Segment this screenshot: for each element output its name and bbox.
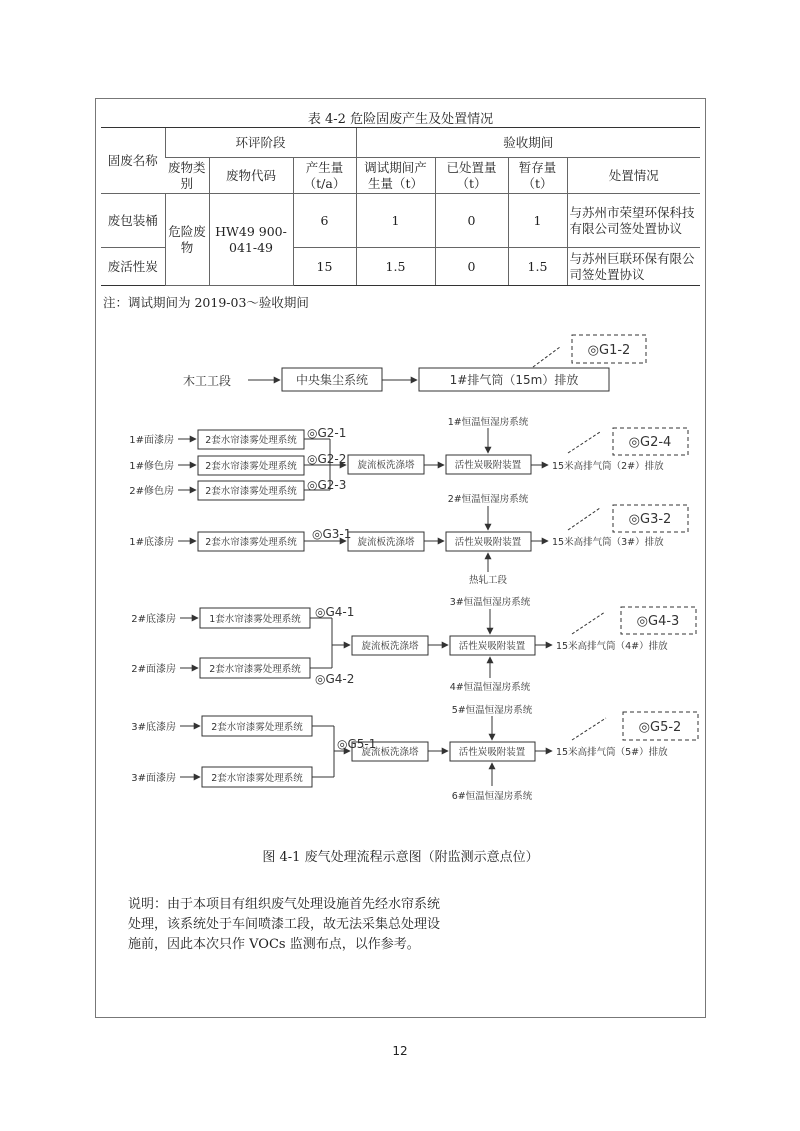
hotroll-label: 热轧工段 (468, 575, 508, 586)
room-label-3-spray: 3#底漆房 (131, 722, 176, 733)
header-disposal: 处置情况 (567, 158, 700, 194)
g3-1-label: ◎G3-1 (312, 527, 352, 541)
table-caption: 表 4-2 危险固废产生及处置情况 (307, 112, 494, 127)
room-label-1-surface: 1#面漆房 (129, 435, 174, 446)
header-name: 固废名称 (101, 128, 165, 194)
carbon-label: 活性炭吸附装置 (458, 641, 526, 652)
stack4-label: 15米高排气筒（4#）排放 (556, 641, 668, 652)
header-type: 废物类别 (165, 158, 209, 194)
room-system-4: 4#恒温恒湿房系统 (449, 682, 531, 693)
g2-3-label: ◎G2-3 (307, 478, 347, 492)
row-name: 废包装桶 (101, 194, 165, 248)
row-trial-gen: 1.5 (356, 248, 435, 286)
explanation-line: 处理，该系统处于车间喷漆工段，故无法采集总处理设 (128, 917, 441, 932)
row-disposal: 与苏州巨联环保有限公司签处置协议 (567, 248, 700, 286)
header-trial-gen: 调试期间产生量（t） (356, 158, 435, 194)
room-system-2: 2#恒温恒湿房系统 (447, 494, 529, 505)
g3-2-label: ◎G3-2 (628, 512, 672, 527)
explanation-line: 说明：由于本项目有组织废气处理设施首先经水帘系统 (128, 897, 441, 912)
row-disposal: 与苏州市荣望环保科技有限公司签处置协议 (567, 194, 700, 248)
explanation (128, 895, 498, 955)
curtain-label: 2套水帘漆雾处理系统 (211, 722, 303, 733)
curtain-label: 2套水帘漆雾处理系统 (205, 435, 297, 446)
shared-type: 危险废物 (165, 194, 209, 286)
room-system-3: 3#恒温恒湿房系统 (449, 597, 531, 608)
row-stored: 1 (508, 194, 567, 248)
g4-3-label: ◎G4-3 (636, 614, 680, 629)
curtain-label: 2套水帘漆雾处理系统 (211, 773, 303, 784)
row-stored: 1.5 (508, 248, 567, 286)
carbon-label: 活性炭吸附装置 (454, 537, 522, 548)
curtain-label: 2套水帘漆雾处理系统 (205, 486, 297, 497)
row-generation: 6 (293, 194, 356, 248)
stack1-label: 1#排气筒（15m）排放 (449, 373, 579, 387)
explanation-line: 施前，因此本次只作 VOCs 监测布点，以作参考。 (128, 937, 420, 952)
room-label-2-spray: 2#底漆房 (131, 614, 176, 625)
figure-caption: 图 4-1 废气处理流程示意图（附监测示意点位） (262, 850, 539, 865)
g2-2-label: ◎G2-2 (307, 452, 347, 466)
room-label-1-spray: 1#底漆房 (129, 537, 174, 548)
g5-1-label: ◎G5-1 (337, 737, 377, 751)
row-disposed: 0 (435, 248, 508, 286)
g4-2-label: ◎G4-2 (315, 672, 355, 686)
row-generation: 15 (293, 248, 356, 286)
header-eia: 环评阶段 (165, 128, 356, 158)
curtain-label: 2套水帘漆雾处理系统 (205, 537, 297, 548)
room-label-2-surface: 2#面漆房 (131, 664, 176, 675)
scrubber-label: 旋流板洗涤塔 (361, 641, 419, 652)
central-dust-label: 中央集尘系统 (295, 373, 369, 387)
carpentry-label: 木工工段 (183, 374, 232, 388)
header-code: 废物代码 (209, 158, 293, 194)
header-generation: 产生量（t/a） (293, 158, 356, 194)
g2-1-label: ◎G2-1 (307, 426, 347, 440)
g4-1-label: ◎G4-1 (315, 605, 355, 619)
carbon-label: 活性炭吸附装置 (458, 747, 526, 758)
room-system-6: 6#恒温恒湿房系统 (451, 791, 533, 802)
table-note: 注：调试期间为 2019-03～验收期间 (103, 295, 309, 310)
curtain-label: 2套水帘漆雾处理系统 (205, 461, 297, 472)
room-system-5: 5#恒温恒湿房系统 (451, 705, 533, 716)
stack2-label: 15米高排气筒（2#）排放 (552, 461, 664, 472)
scrubber-label: 旋流板洗涤塔 (361, 747, 419, 758)
shared-code: HW49 900-041-49 (209, 194, 293, 286)
page-number: 12 (392, 1044, 408, 1058)
header-disposed: 已处置量（t） (435, 158, 508, 194)
row-name: 废活性炭 (101, 248, 165, 286)
row-trial-gen: 1 (356, 194, 435, 248)
curtain-label: 1套水帘漆雾处理系统 (209, 614, 301, 625)
curtain-label: 2套水帘漆雾处理系统 (209, 664, 301, 675)
row-disposed: 0 (435, 194, 508, 248)
room-label-1-color: 1#修色房 (129, 461, 174, 472)
room-label-3-surface: 3#面漆房 (131, 773, 176, 784)
scrubber-label: 旋流板洗涤塔 (357, 537, 415, 548)
scrubber-label: 旋流板洗涤塔 (357, 460, 415, 471)
room-system-1: 1#恒温恒湿房系统 (447, 417, 529, 428)
g5-2-label: ◎G5-2 (638, 720, 682, 735)
g1-2-label: ◎G1-2 (587, 343, 631, 358)
room-label-2-color: 2#修色房 (129, 486, 174, 497)
header-stored: 暂存量（t） (508, 158, 567, 194)
stack3-label: 15米高排气筒（3#）排放 (552, 537, 664, 548)
header-acceptance: 验收期间 (356, 128, 700, 158)
carbon-label: 活性炭吸附装置 (454, 460, 522, 471)
g2-4-label: ◎G2-4 (628, 435, 672, 450)
stack5-label: 15米高排气筒（5#）排放 (556, 747, 668, 758)
